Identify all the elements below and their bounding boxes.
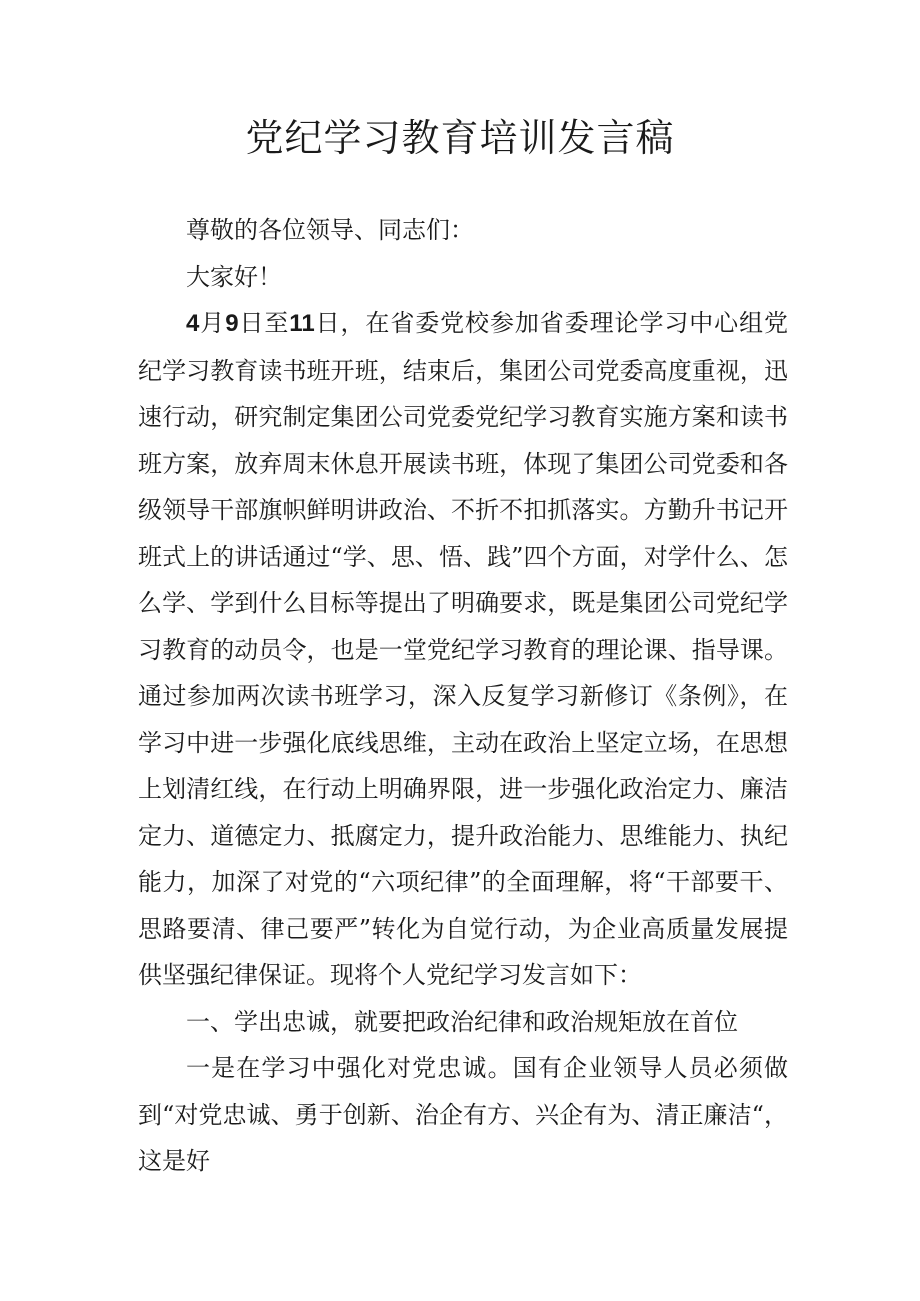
date-month: 4 [186,310,200,337]
date-day-end: 11 [289,310,315,337]
date-month-unit: 月 [199,309,226,337]
paragraph-intro [138,300,788,999]
date-day-start: 9 [225,310,239,337]
document-title: 党纪学习教育培训发言稿 [245,116,675,160]
document-body [138,207,788,1185]
paragraph-loyalty: 一是在学习中强化对党忠诚。国有企业领导人员必须做到“对党忠诚、勇于创新、治企有方、兴企有为、清正廉洁“，这是好 [138,1054,788,1175]
salutation: 尊敬的各位领导、同志们： [186,216,474,244]
greeting: 大家好！ [186,262,282,291]
date-connector: 日至 [238,309,290,337]
section-heading-1: 一、学出忠诚，就要把政治纪律和政治规矩放在首位 [186,1007,738,1036]
paragraph-intro-text: 日，在省委党校参加省委理论学习中心组党纪学习教育读书班开班，结束后，集团公司党委高度重视，迅速行动，研究制定集团公司党委党纪学习教育实施方案和读书班方案，放弃周末休息开展读书班，体现了集团公司党委和各级领导干部旗帜鲜明讲政治、不折不扣抓落实。方勤升书记开班式上的讲话通过“学、思、悟、践”四个方面，对学什么、怎么学、学到什么目标等提出了明确要求，既是集团公司党纪学习教育的动员令，也是一堂党纪学习教育的理论课、指导课。通过参加两次读书班学习，深入反复学习新修订《条例》，在学习中进一步强化底线思维，主动在政治上坚定立场，在思想上划清红线，在行动上明确界限，进一步强化政治定力、廉洁定力、道德定力、抵腐定力，提升政治能力、思维能力、执纪能力，加深了对党的“六项纪律”的全面理解，将“干部要干、思路要清、律己要严”转化为自觉行动，为企业高质量发展提供坚强纪律保证。现将个人党纪学习发言如下： [138,309,789,989]
